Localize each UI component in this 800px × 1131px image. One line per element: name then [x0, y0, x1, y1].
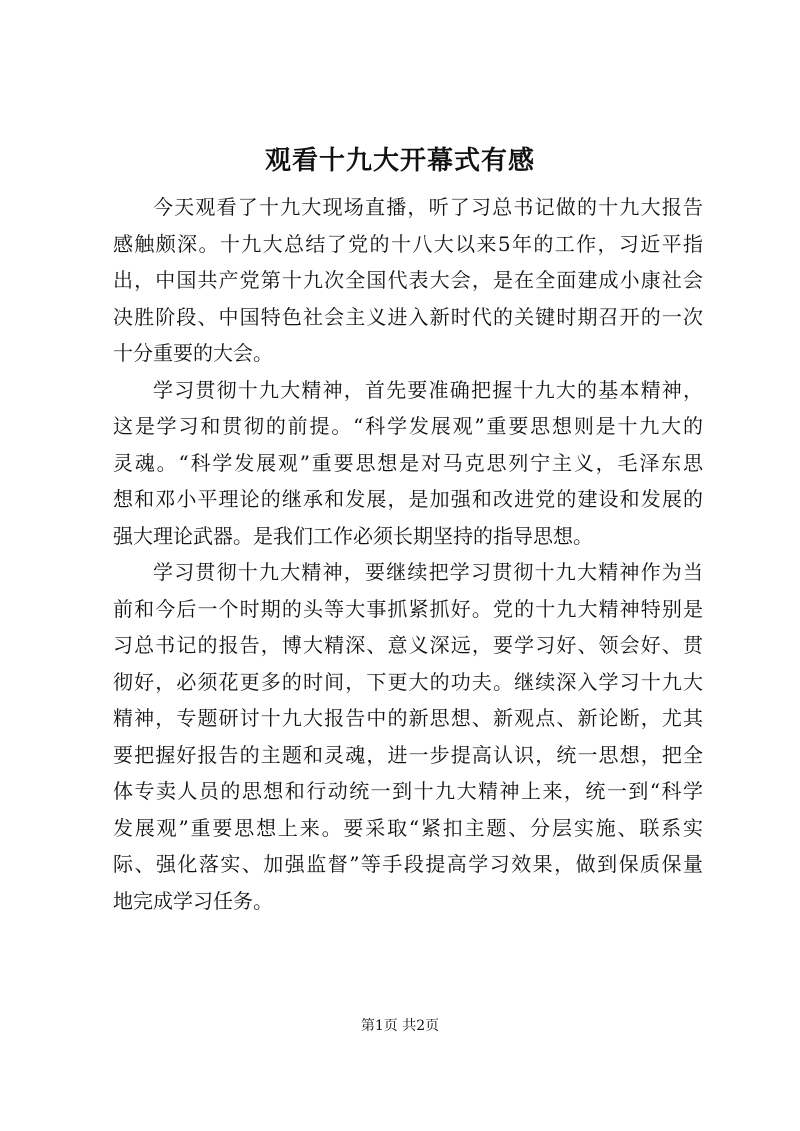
text-line: 今天观看了十九大现场直播，听了习总书记做的十九大报告 [153, 195, 703, 219]
text-line: 体专卖人员的思想和行动统一到十九大精神上来，统一到“科学 [113, 779, 703, 803]
text-line: 际、强化落实、加强监督”等手段提高学习效果，做到保质保量 [113, 852, 703, 876]
text-line: 前和今后一个时期的头等大事抓紧抓好。党的十九大精神特别是 [113, 596, 703, 621]
text-line: 学习贯彻十九大精神，要继续把学习贯彻十九大精神作为当 [153, 560, 703, 584]
text-line: 决胜阶段、中国特色社会主义进入新时代的关键时期召开的一次 [113, 304, 703, 329]
text-line: 要把握好报告的主题和灵魂，进一步提高认识，统一思想，把全 [113, 742, 703, 767]
text-line: 这是学习和贯彻的前提。“科学发展观”重要思想则是十九大的 [113, 414, 703, 438]
text-line: 学习贯彻十九大精神，首先要准确把握十九大的基本精神， [153, 377, 703, 402]
page-footer: 第1页 共2页 [360, 1018, 440, 1034]
document-body [113, 189, 703, 919]
paragraph-2 [113, 372, 703, 555]
text-line: 想和邓小平理论的继承和发展，是加强和改进党的建设和发展的 [113, 487, 703, 511]
text-line: 十分重要的大会。 [113, 341, 273, 365]
paragraph-3 [113, 554, 703, 919]
paragraph-1 [113, 189, 703, 372]
text-line: 习总书记的报告，博大精深、意义深远，要学习好、领会好、贯 [113, 633, 703, 657]
text-line: 灵魂。“科学发展观”重要思想是对马克思列宁主义，毛泽东思 [113, 450, 703, 475]
text-line: 精神，专题研讨十九大报告中的新思想、新观点、新论断，尤其 [113, 706, 703, 730]
text-line: 出，中国共产党第十九次全国代表大会，是在全面建成小康社会 [113, 268, 703, 292]
text-line: 感触颇深。十九大总结了党的十八大以来5年的工作，习近平指 [113, 231, 703, 256]
text-line: 彻好，必须花更多的时间，下更大的功夫。继续深入学习十九大 [113, 669, 703, 694]
text-line: 发展观”重要思想上来。要采取“紧扣主题、分层实施、联系实 [113, 815, 703, 840]
text-line: 强大理论武器。是我们工作必须长期坚持的指导思想。 [113, 523, 593, 548]
text-line: 地完成学习任务。 [113, 888, 273, 913]
page-title: 观看十九大开幕式有感 [264, 146, 535, 176]
